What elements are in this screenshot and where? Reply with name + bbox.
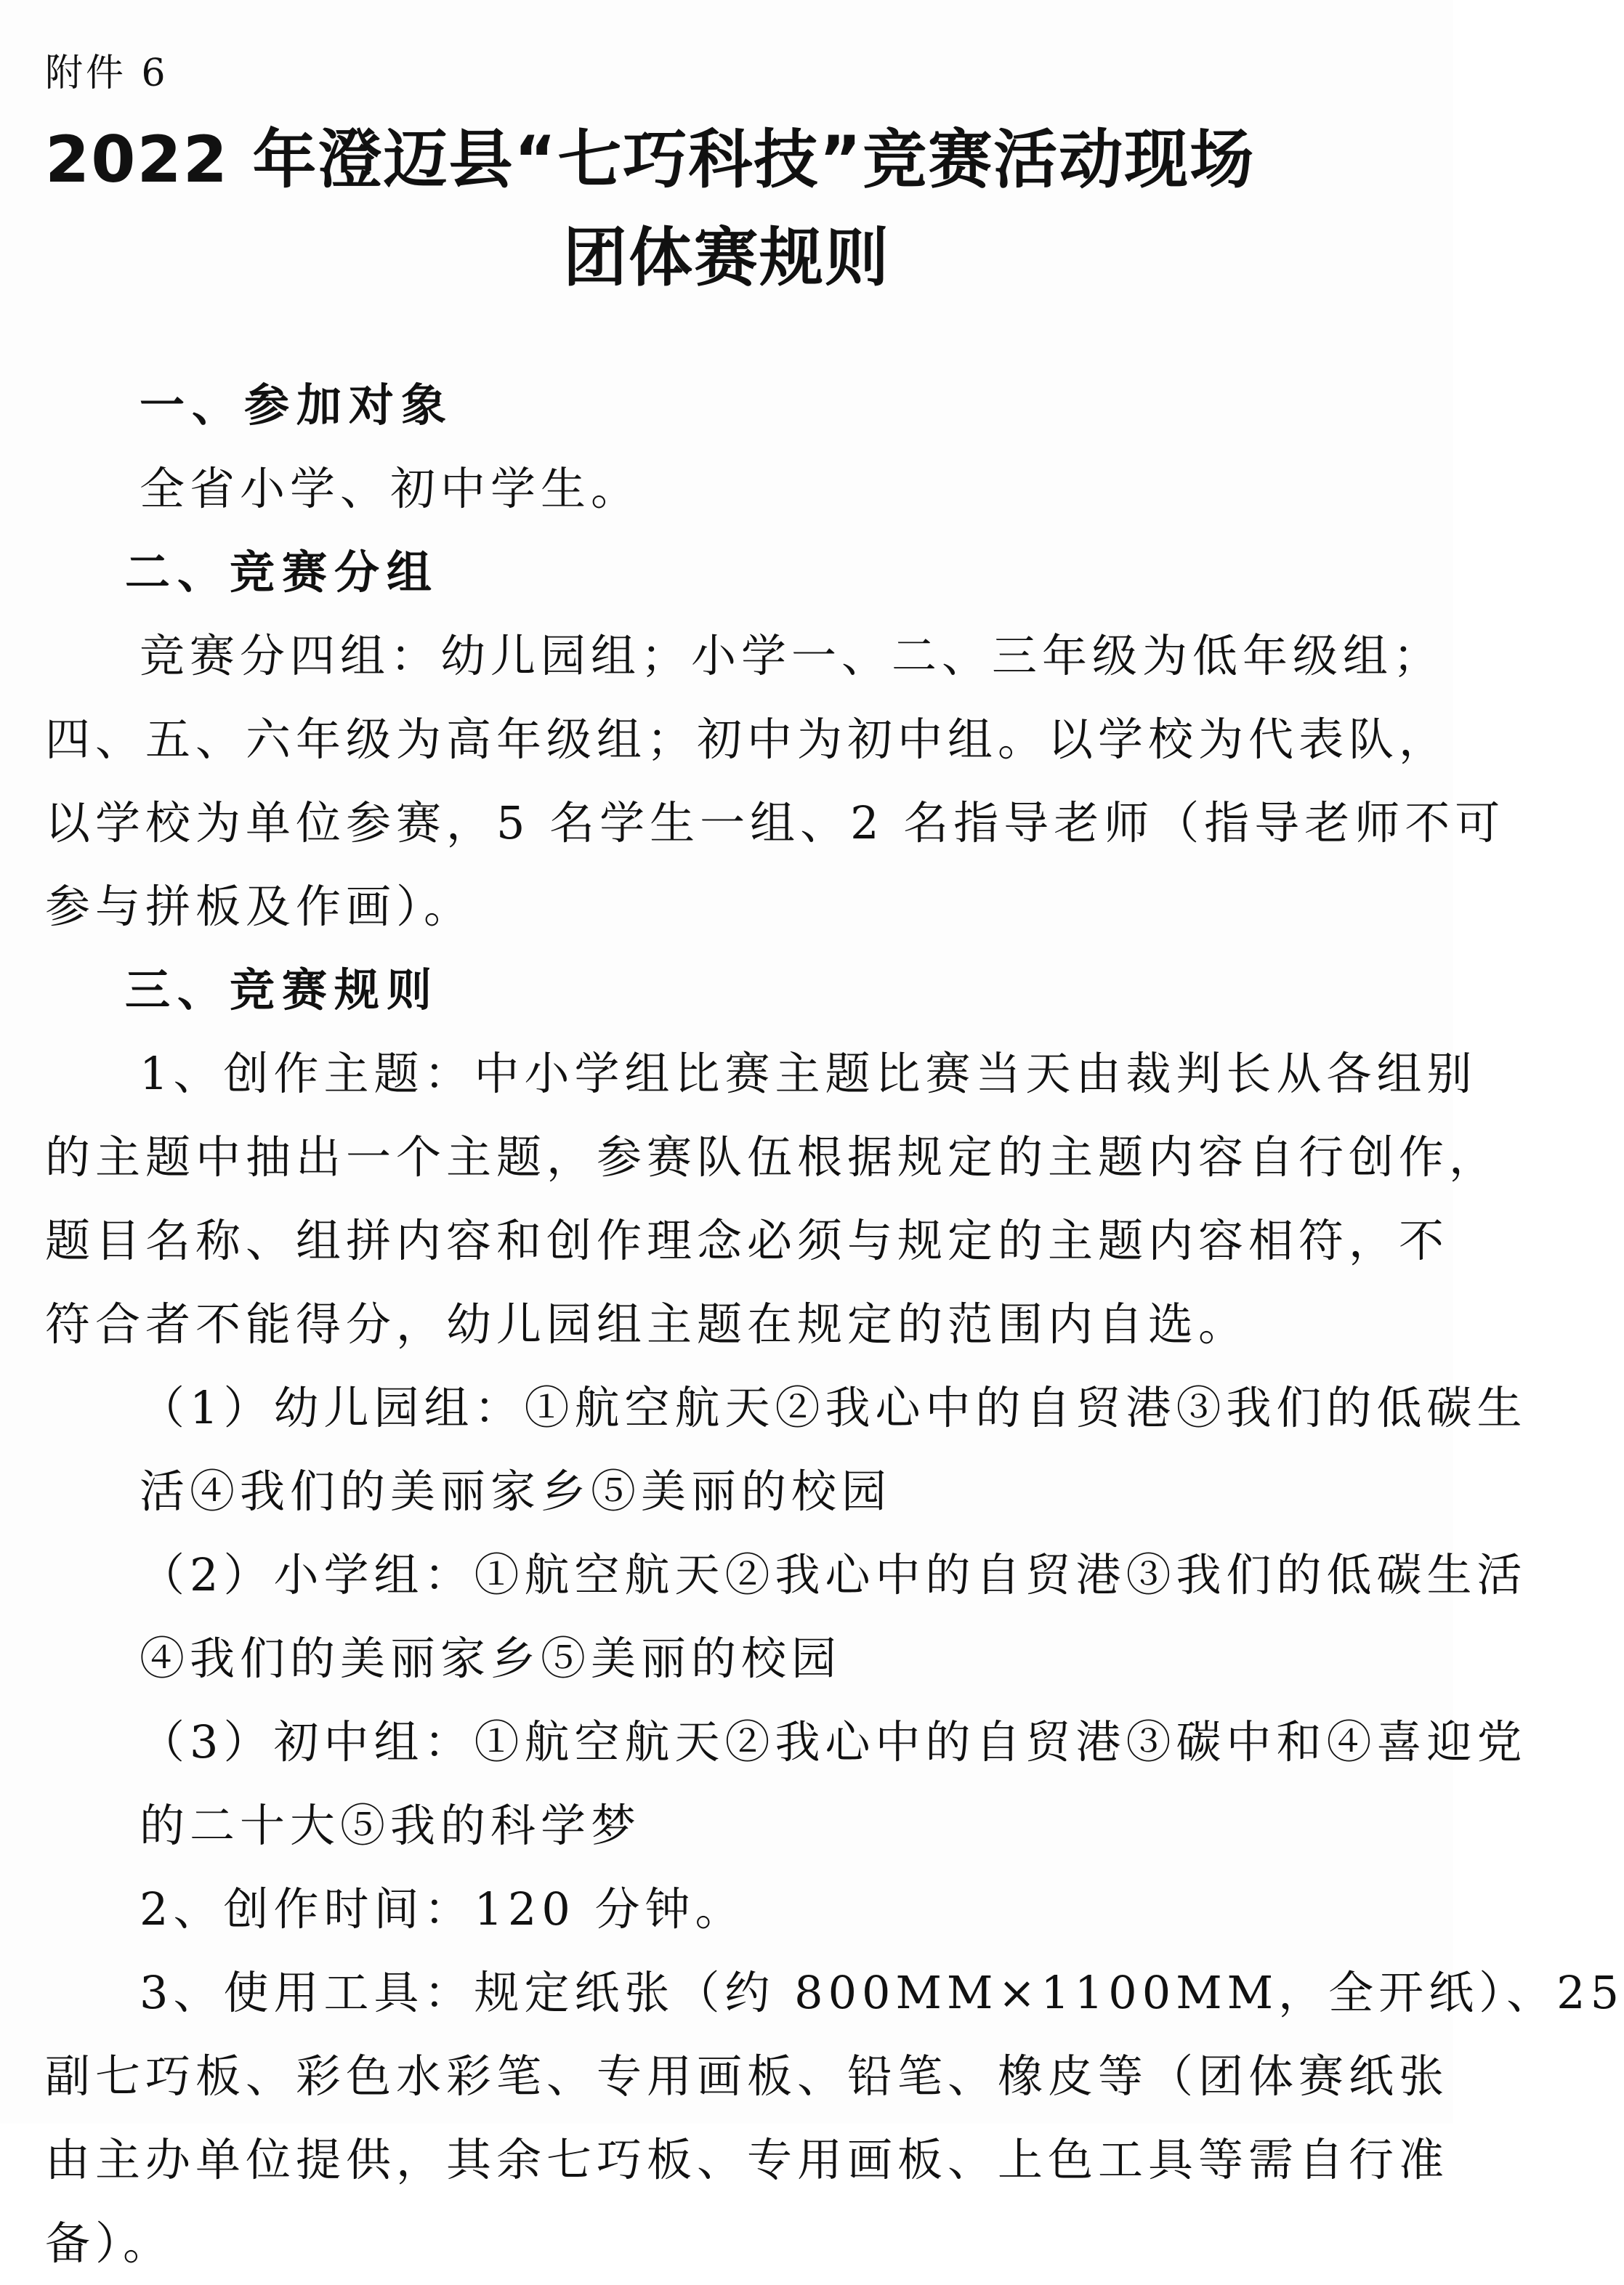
paragraph-line: （2）小学组：①航空航天②我心中的自贸港③我们的低碳生活 <box>140 1548 1527 1601</box>
paragraph-line: ④我们的美丽家乡⑤美丽的校园 <box>140 1632 842 1685</box>
paragraph-line: 2、创作时间：120 分钟。 <box>140 1882 746 1936</box>
paragraph-line: 由主办单位提供，其余七巧板、专用画板、上色工具等需自行准 <box>45 2133 1450 2186</box>
paragraph-line: 3、使用工具：规定纸张（约 800MM×1100MM，全开纸）、25 <box>140 1966 1624 2019</box>
document-title-line2: 团体赛规则 <box>562 220 890 295</box>
paragraph-line: 活④我们的美丽家乡⑤美丽的校园 <box>140 1465 892 1518</box>
paragraph-line: 全省小学、初中学生。 <box>140 462 642 515</box>
section-heading: 二、竞赛分组 <box>125 546 440 599</box>
paragraph-line: 副七巧板、彩色水彩笔、专用画板、铅笔、橡皮等（团体赛纸张 <box>45 2050 1450 2103</box>
document-body <box>45 363 1624 2285</box>
paragraph-line: 的主题中抽出一个主题，参赛队伍根据规定的主题内容自行创作， <box>45 1131 1500 1184</box>
paragraph-line: 符合者不能得分，幼儿园组主题在规定的范围内自选。 <box>45 1298 1249 1351</box>
attachment-label: 附件 6 <box>45 52 169 95</box>
paragraph-line: （3）初中组：①航空航天②我心中的自贸港③碳中和④喜迎党 <box>140 1715 1527 1768</box>
section-heading: 三、竞赛规则 <box>125 963 440 1016</box>
paragraph-line: 1、创作主题：中小学组比赛主题比赛当天由裁判长从各组别 <box>140 1047 1477 1100</box>
section-heading: 一、参加对象 <box>140 379 454 432</box>
paragraph-line: （1）幼儿园组：①航空航天②我心中的自贸港③我们的低碳生 <box>140 1381 1527 1434</box>
document-title-line1: 2022 年澄迈县“七巧科技”竞赛活动现场 <box>45 122 1256 197</box>
paragraph-line: 竞赛分四组：幼儿园组；小学一、二、三年级为低年级组； <box>140 629 1444 682</box>
paragraph-line: 四、五、六年级为高年级组；初中为初中组。以学校为代表队， <box>45 713 1450 766</box>
paragraph-line: 的二十大⑤我的科学梦 <box>140 1799 642 1852</box>
paragraph-line: 参与拼板及作画）。 <box>45 880 474 933</box>
paragraph-line: 题目名称、组拼内容和创作理念必须与规定的主题内容相符，不 <box>45 1214 1450 1267</box>
paragraph-line: 以学校为单位参赛，5 名学生一组、2 名指导老师（指导老师不可 <box>45 796 1506 849</box>
paragraph-line: 备）。 <box>45 2217 174 2270</box>
